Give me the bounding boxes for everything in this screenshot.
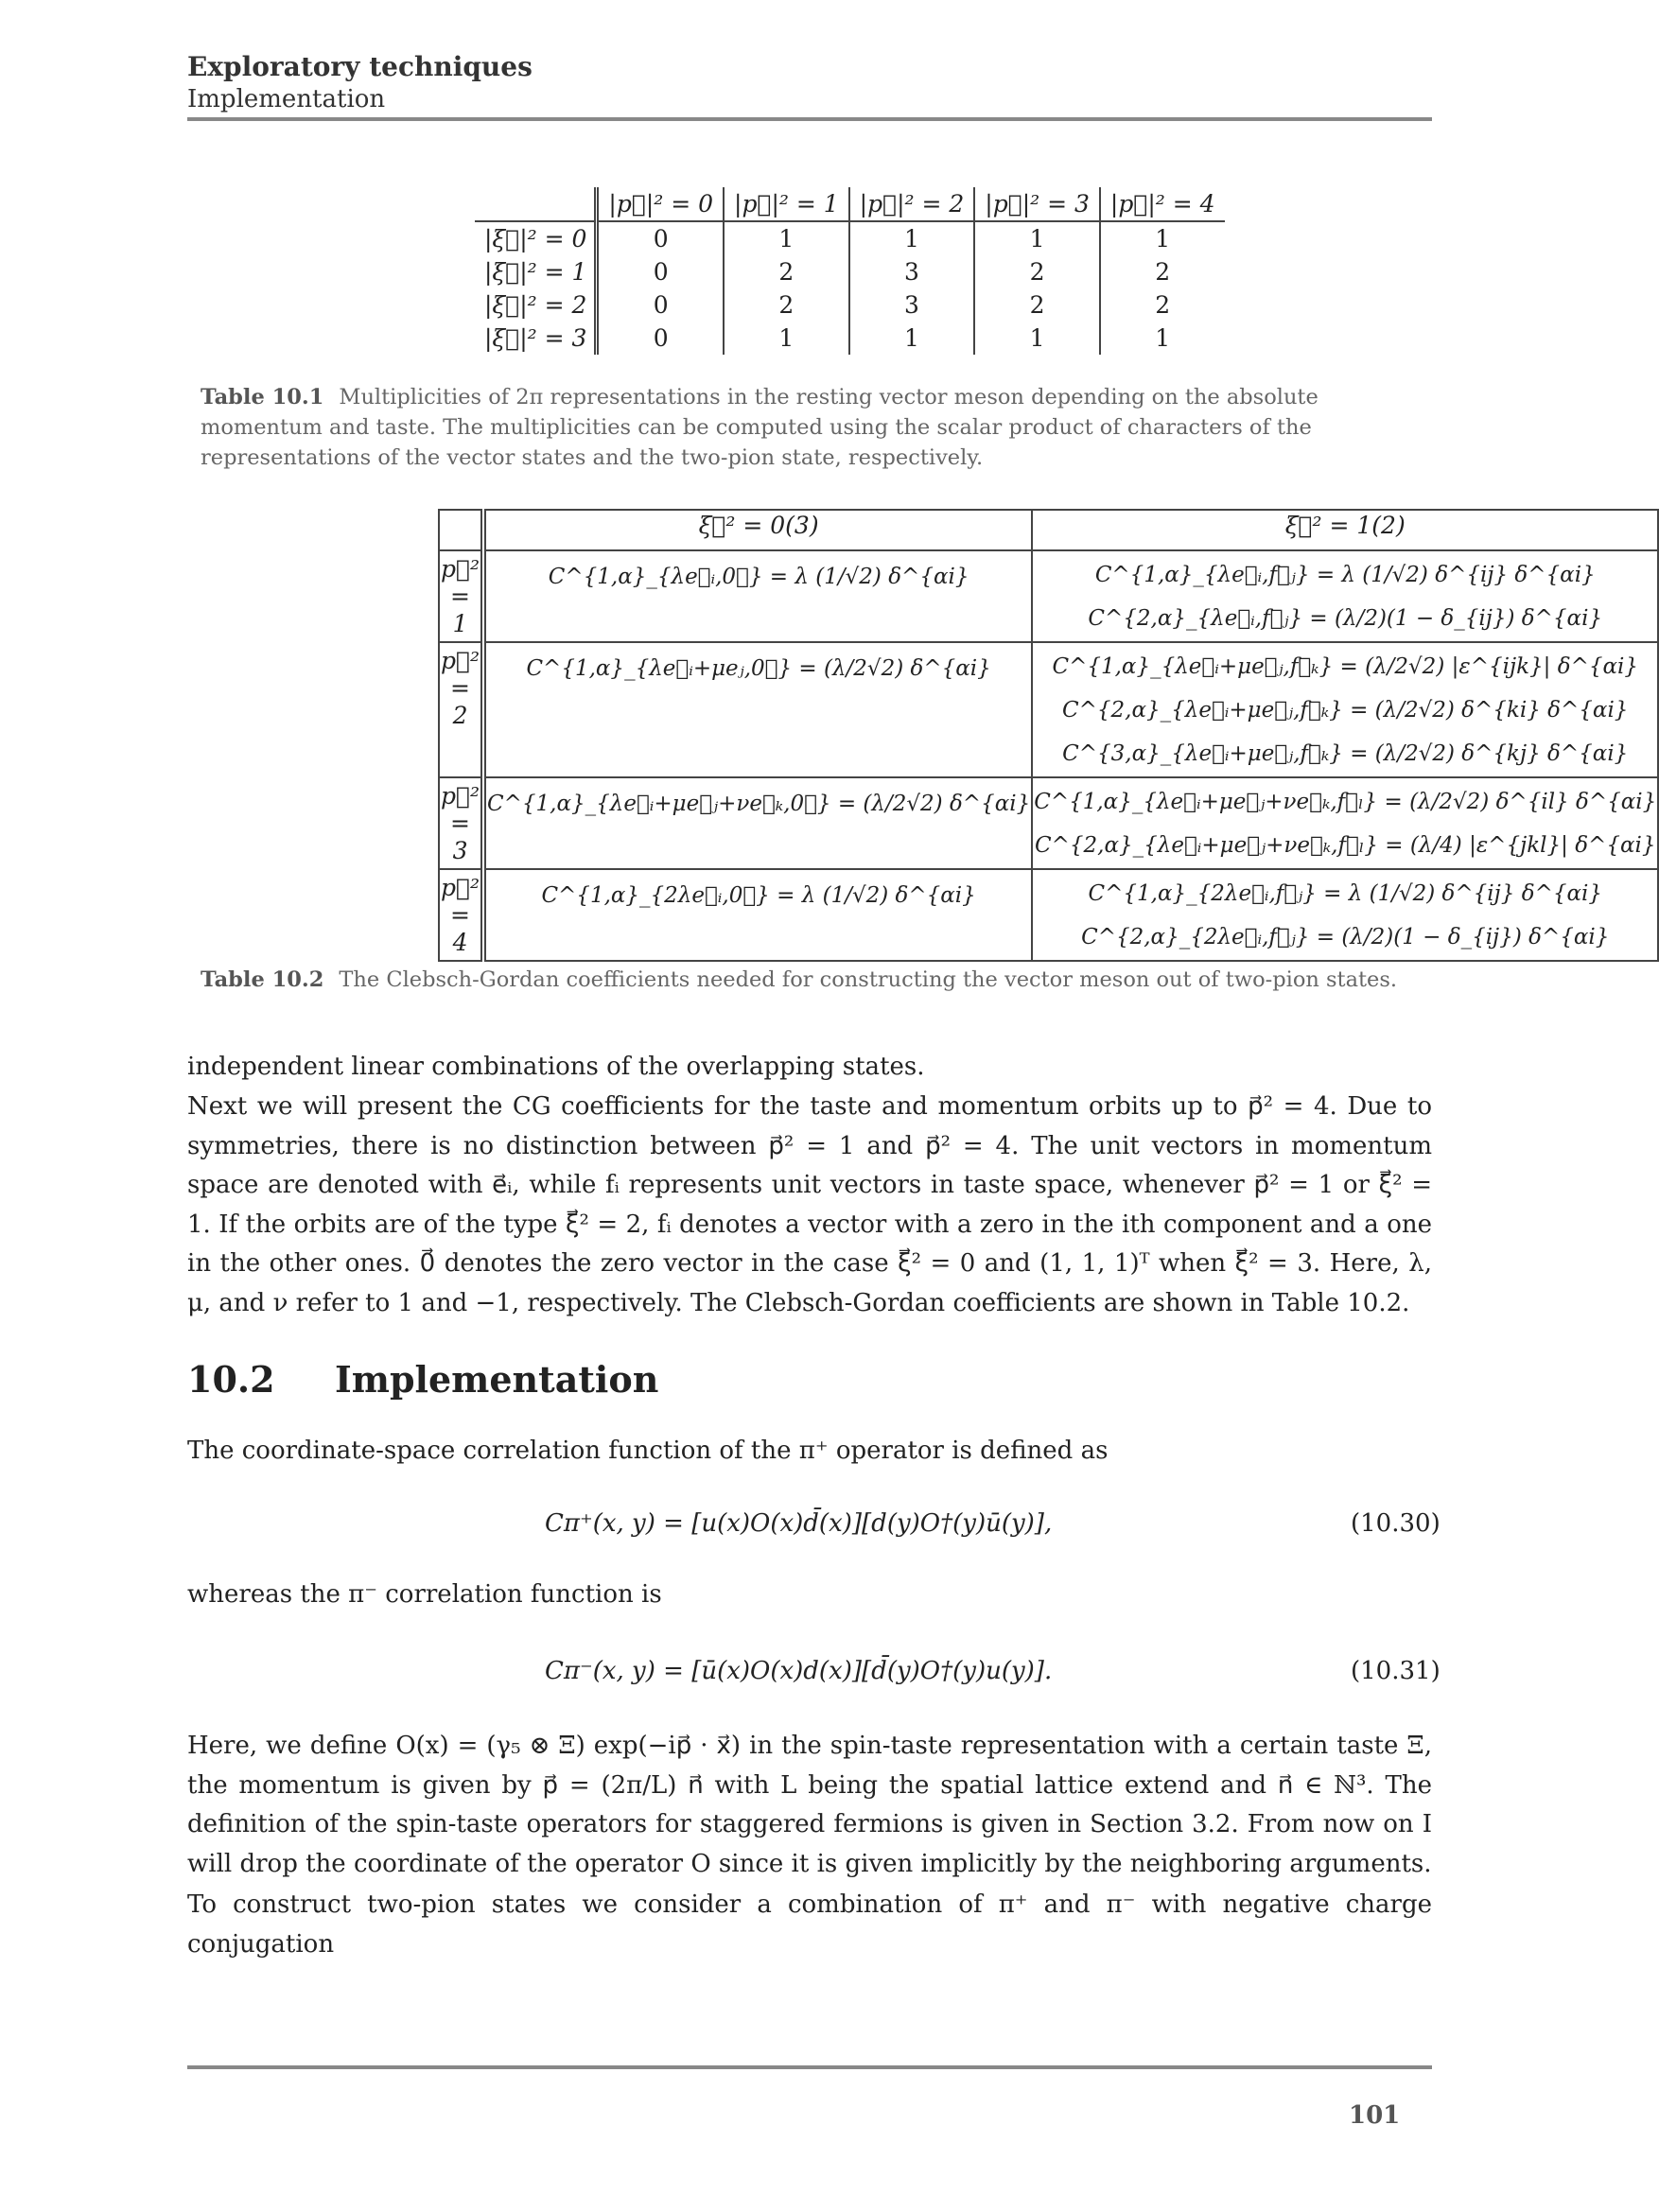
cg-coefficient: C^{1,α}_{λe⃗ᵢ,f⃗ⱼ} = λ (1/√2) δ^{ij} δ^{αi} bbox=[1094, 563, 1596, 587]
table-col-header: |p⃗|² = 0 bbox=[597, 187, 724, 221]
table-cell: 0 bbox=[653, 225, 669, 253]
table-cell: 0 bbox=[653, 291, 669, 319]
table-row bbox=[475, 288, 1225, 322]
paragraph: whereas the π⁻ correlation function is bbox=[187, 1580, 662, 1609]
table-header-row bbox=[439, 510, 1658, 550]
row-header: p⃗² = 3 bbox=[439, 777, 483, 869]
paragraph: independent linear combinations of the overlapping states. bbox=[187, 1053, 925, 1081]
table-cell: 0 bbox=[653, 324, 669, 352]
table-row bbox=[475, 322, 1225, 355]
table-cell bbox=[1032, 642, 1658, 777]
cg-coefficient: C^{2,α}_{λe⃗ᵢ,f⃗ⱼ} = (λ/2)(1 − δ_{ij}) δ^{αi} bbox=[1088, 606, 1603, 631]
row-header: p⃗² = 4 bbox=[439, 869, 483, 961]
table-cell: 1 bbox=[849, 322, 975, 355]
table-cell: 2 bbox=[724, 255, 849, 288]
page-number: 101 bbox=[1349, 2101, 1401, 2130]
equation-number: (10.30) bbox=[1351, 1509, 1441, 1538]
table-col-header: |p⃗|² = 1 bbox=[724, 187, 849, 221]
row-header: |ξ⃗|² = 1 bbox=[475, 255, 597, 288]
row-header: |ξ⃗|² = 0 bbox=[475, 221, 597, 255]
table-cell: 1 bbox=[1100, 322, 1225, 355]
row-header: p⃗² = 2 bbox=[439, 642, 483, 777]
table-col-header: |p⃗|² = 4 bbox=[1100, 187, 1225, 221]
table-cell bbox=[1032, 777, 1658, 869]
table-cell: 3 bbox=[849, 288, 975, 322]
table-cell: 1 bbox=[974, 221, 1100, 255]
row-header: |ξ⃗|² = 2 bbox=[475, 288, 597, 322]
paragraph: Next we will present the CG coefficients for the taste and momentum orbits up to p⃗² = 4. Due to symmetries, there is no distinction between p⃗² = 1 and p⃗² = 4. The unit vectors in momentum space are denoted with e⃗ᵢ, while fᵢ represents unit vectors in taste space, whenever p⃗² = 1 or ξ⃗² = 1. If the orbits are of the type ξ⃗² = 2, fᵢ denotes a vector with a zero in the ith component and a one in the other ones. 0⃗ denotes the zero vector in the case ξ⃗² = 0 and (1, 1, 1)ᵀ when ξ⃗² = 3. Here, λ, μ, and ν refer to 1 and −1, respectively. The Clebsch-Gordan coefficients are shown in Table 10.2. bbox=[187, 1092, 1432, 1317]
cg-coefficient: C^{1,α}_{λe⃗ᵢ+μe⃗ⱼ,f⃗ₖ} = (λ/2√2) |ε^{ijk}| δ^{αi} bbox=[1052, 654, 1638, 679]
table-col-header: |p⃗|² = 2 bbox=[849, 187, 975, 221]
table-cell: 0 bbox=[653, 258, 669, 286]
table-cell bbox=[483, 869, 1032, 961]
paragraph: The coordinate-space correlation function of the π⁺ operator is defined as bbox=[187, 1437, 1109, 1465]
table-cell: 1 bbox=[849, 221, 975, 255]
cg-coefficient: C^{2,α}_{λe⃗ᵢ+μe⃗ⱼ,f⃗ₖ} = (λ/2√2) δ^{ki} δ^{αi} bbox=[1062, 698, 1629, 723]
header-rule bbox=[187, 117, 1432, 121]
cg-coefficient: C^{2,α}_{2λe⃗ᵢ,f⃗ⱼ} = (λ/2)(1 − δ_{ij}) δ^{αi} bbox=[1081, 925, 1610, 949]
table-cell bbox=[1032, 869, 1658, 961]
table-row bbox=[439, 550, 1658, 642]
table-row bbox=[439, 642, 1658, 777]
table-cell: 2 bbox=[974, 288, 1100, 322]
table-col-header: |p⃗|² = 3 bbox=[974, 187, 1100, 221]
cg-coefficient: C^{2,α}_{λe⃗ᵢ+μe⃗ⱼ+νe⃗ₖ,f⃗ₗ} = (λ/4) |ε^{jkl}| δ^{αi} bbox=[1035, 833, 1656, 858]
paragraph: To construct two-pion states we consider a combination of π⁺ and π⁻ with negative charge conjugation bbox=[187, 1890, 1432, 1959]
row-header: p⃗² = 1 bbox=[439, 550, 483, 642]
table-cell: 2 bbox=[724, 288, 849, 322]
caption-label: Table 10.1 bbox=[201, 385, 324, 409]
table-10-1-caption bbox=[201, 382, 1421, 473]
paragraph: Here, we define O(x) = (γ₅ ⊗ Ξ) exp(−ip⃗ · x⃗) in the spin-taste representation with a certain taste Ξ, the momentum is given by p⃗ = (2π/L) n⃗ with L being the spatial lattice extend and n⃗ ∈ ℕ³. The definition of the spin-taste operators for staggered fermions is given in Section 3.2. From now on I will drop the coordinate of the operator O since it is given implicitly by the neighboring arguments. bbox=[187, 1732, 1432, 1878]
section-title: Implementation bbox=[335, 1358, 659, 1401]
table-10-2-caption bbox=[201, 965, 1421, 995]
section-number: 10.2 bbox=[187, 1358, 275, 1401]
cg-coefficient: C^{1,α}_{2λe⃗ᵢ,0⃗} = λ (1/√2) δ^{αi} bbox=[541, 883, 976, 908]
table-10-2 bbox=[438, 509, 1659, 962]
table-cell: 1 bbox=[974, 322, 1100, 355]
equation-10-31: Cπ⁻(x, y) = [ū(x)O(x)d(x)][d̄(y)O†(y)u(y)]. bbox=[545, 1657, 1053, 1685]
table-row bbox=[475, 255, 1225, 288]
table-corner-cell bbox=[439, 510, 483, 550]
row-header: |ξ⃗|² = 3 bbox=[475, 322, 597, 355]
cg-coefficient: C^{1,α}_{λe⃗ᵢ+μeⱼ,0⃗} = (λ/2√2) δ^{αi} bbox=[526, 656, 991, 681]
table-row bbox=[475, 221, 1225, 255]
table-cell: 1 bbox=[724, 221, 849, 255]
table-cell bbox=[483, 642, 1032, 777]
table-col-header: ξ⃗² = 0(3) bbox=[483, 510, 1032, 550]
footer-rule bbox=[187, 2065, 1432, 2069]
equation-10-30: Cπ⁺(x, y) = [u(x)O(x)d̄(x)][d(y)O†(y)ū(y)], bbox=[545, 1509, 1053, 1538]
caption-text: The Clebsch-Gordan coefficients needed for constructing the vector meson out of two-pion states. bbox=[339, 967, 1398, 992]
running-header-title: Exploratory techniques bbox=[187, 51, 533, 82]
section-heading bbox=[187, 1358, 658, 1401]
equation-number: (10.31) bbox=[1351, 1657, 1441, 1685]
caption-text: Multiplicities of 2π representations in the resting vector meson depending on the absolute momentum and taste. The multiplicities can be computed using the scalar product of characters of the representations of the vector states and the two-pion state, respectively. bbox=[201, 385, 1318, 470]
table-cell: 1 bbox=[1100, 221, 1225, 255]
table-row bbox=[439, 869, 1658, 961]
cg-coefficient: C^{1,α}_{λe⃗ᵢ+μe⃗ⱼ+νe⃗ₖ,0⃗} = (λ/2√2) δ^{αi} bbox=[487, 792, 1031, 816]
table-corner-cell bbox=[475, 187, 597, 221]
cg-coefficient: C^{1,α}_{λe⃗ᵢ+μe⃗ⱼ+νe⃗ₖ,f⃗ₗ} = (λ/2√2) δ^{il} δ^{αi} bbox=[1034, 790, 1657, 814]
table-row bbox=[439, 777, 1658, 869]
table-cell: 2 bbox=[1100, 288, 1225, 322]
table-col-header: ξ⃗² = 1(2) bbox=[1032, 510, 1658, 550]
running-header-subtitle: Implementation bbox=[187, 85, 386, 113]
table-cell: 2 bbox=[1100, 255, 1225, 288]
cg-coefficient: C^{1,α}_{λe⃗ᵢ,0⃗} = λ (1/√2) δ^{αi} bbox=[548, 565, 969, 589]
cg-coefficient: C^{3,α}_{λe⃗ᵢ+μe⃗ⱼ,f⃗ₖ} = (λ/2√2) δ^{kj} δ^{αi} bbox=[1062, 741, 1629, 766]
caption-label: Table 10.2 bbox=[201, 967, 324, 992]
table-header-row bbox=[475, 187, 1225, 221]
table-cell bbox=[483, 550, 1032, 642]
table-cell: 3 bbox=[849, 255, 975, 288]
table-cell: 2 bbox=[974, 255, 1100, 288]
table-10-1 bbox=[475, 187, 1225, 355]
table-cell bbox=[1032, 550, 1658, 642]
table-cell: 1 bbox=[724, 322, 849, 355]
cg-coefficient: C^{1,α}_{2λe⃗ᵢ,f⃗ⱼ} = λ (1/√2) δ^{ij} δ^{αi} bbox=[1088, 881, 1602, 906]
table-cell bbox=[483, 777, 1032, 869]
